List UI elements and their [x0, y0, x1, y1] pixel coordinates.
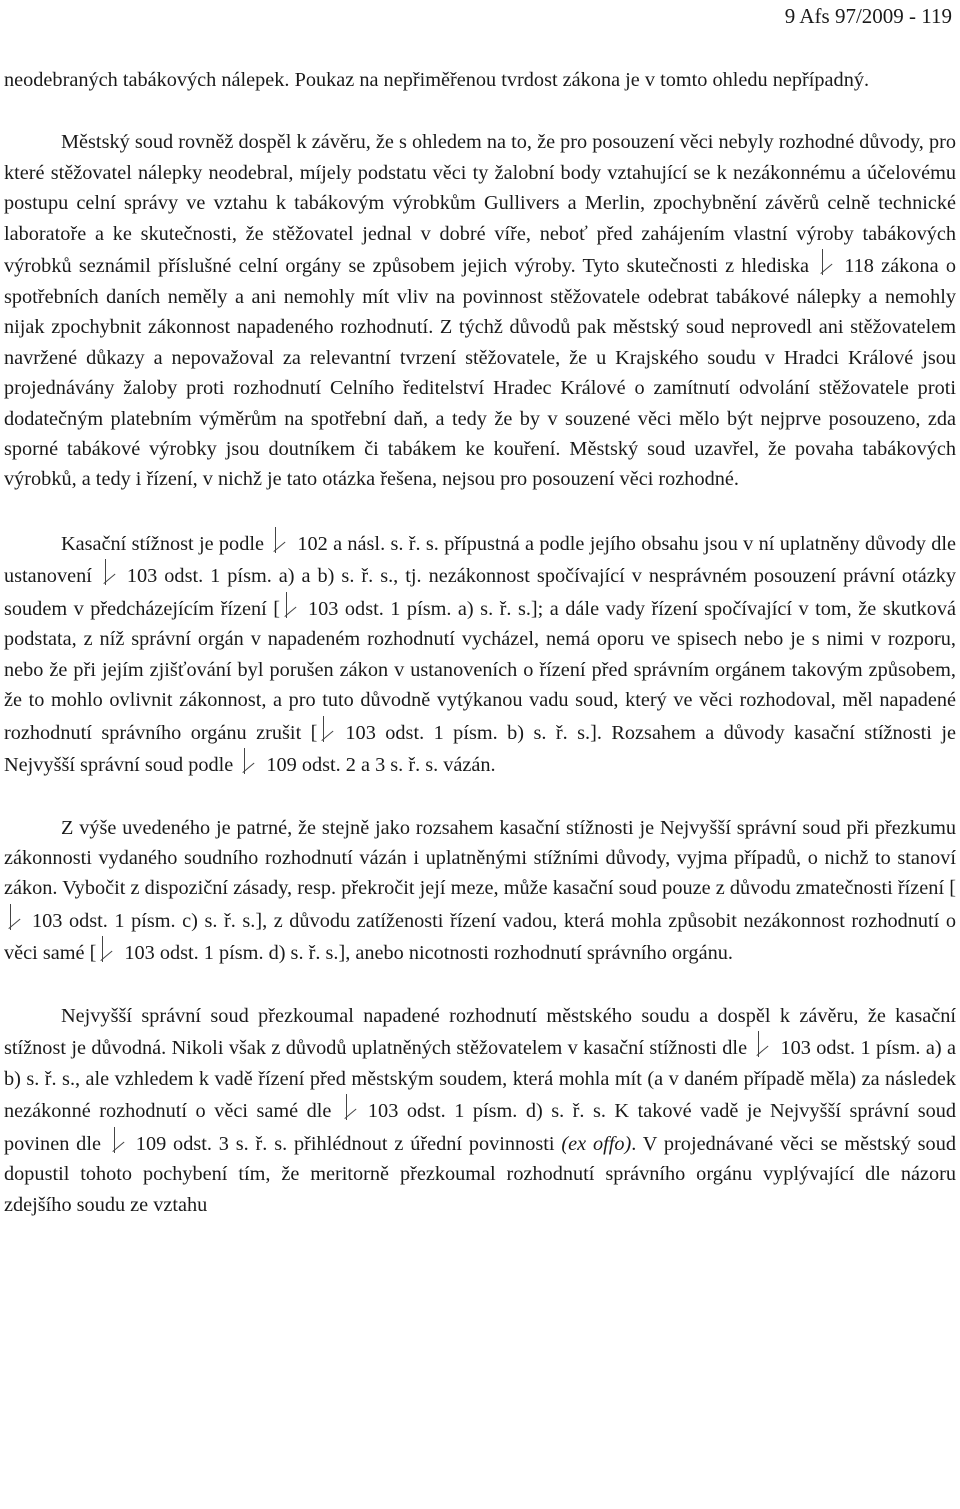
document-body: [4, 65, 956, 1220]
text-run: 103 odst. 1 písm. d) s. ř. s.], anebo nicotnosti rozhodnutí správního orgánu.: [124, 942, 733, 965]
case-reference: 9 Afs 97/2009 - 119: [784, 4, 952, 28]
text-run: Z výše uvedeného je patrné, že stejně jako rozsahem kasační stížnosti je Nejvyšší správní soud při přezkumu zákonnosti vydaného soudního rozhodnutí vázán i uplatněnými stížními důvody, vyjma případů, o nichž to stanoví zákon. Vybočit z dispoziční zásady, resp. překročit její meze, může kasační soud pouze z důvodu zmatečnosti řízení [: [4, 816, 956, 900]
section-mark-icon: [10, 904, 24, 930]
italic-text: (ex offo): [561, 1132, 632, 1155]
text-run: 103 odst. 1 písm. a) a b) s. ř. s., tj. nezákonnost spočívající v nesprávném posouzení právní otázky soudem v předcházejícím řízení [: [4, 565, 956, 620]
text-run: 103 odst. 1 písm. a) s. ř. s.]; a dále vady řízení spočívající v tom, že skutková podstata, z níž správní orgán v napadeném rozhodnutí vycházel, nemá oporu ve spisech nebo je s nimi v rozporu, nebo že při jejím zjišťování byl porušen zákon v ustanoveních o řízení před správním orgánem takovým způsobem, že to mohlo ovlivnit zákonnost, a pro tuto důvodně vytýkanou vadu soud, který ve věci rozhodoval, měl napadené rozhodnutí správního orgánu zrušit [: [4, 597, 956, 744]
text-run: neodebraných tabákových nálepek. Poukaz na nepřiměřenou tvrdost zákona je v tomto ohledu nepřípadný.: [4, 69, 870, 91]
text-run: 103 odst. 1 písm. a) a b) s. ř. s., ale vzhledem k vadě řízení před městským soudem, která mohla mít (a v daném případě měla) za následek nezákonné rozhodnutí o věci samé dle: [4, 1037, 956, 1123]
text-run: Nejvyšší správní soud přezkoumal napadené rozhodnutí městského soudu a dospěl k závěru, že kasační stížnost je důvodná. Nikoli však z důvodů uplatněných stěžovatelem v kasační stížnosti dle: [4, 1004, 956, 1060]
section-mark-icon: [244, 748, 258, 774]
section-mark-icon: [105, 559, 119, 585]
text-run: . V projednávané věci se městský soud dopustil tohoto pochybení tím, že meritorně přezkoumal rozhodnutí správního orgánu vyplývající dle názoru zdejšího soudu ze vztahu: [4, 1132, 956, 1216]
text-run: 102 a násl. s. ř. s. přípustná a podle jejího obsahu jsou v ní uplatněny důvody dle ustanovení: [4, 532, 956, 588]
section-mark-icon: [323, 716, 337, 742]
paragraph: [4, 813, 956, 969]
text-run: 103 odst. 1 písm. c) s. ř. s.], z důvodu zatíženosti řízení vadou, která mohla způsobit nezákonnost rozhodnutí o věci samé [: [4, 909, 956, 965]
text-run: Kasační stížnost je podle: [61, 532, 270, 555]
section-mark-icon: [758, 1031, 772, 1057]
section-mark-icon: [102, 936, 116, 962]
text-run: 109 odst. 2 a 3 s. ř. s. vázán.: [266, 754, 496, 777]
text-run: 118 zákona o spotřebních daních neměly a ani nemohly mít vliv na povinnost stěžovatele odebrat tabákové nálepky a nemohly nijak zpochybnit zákonnost napadeného rozhodnutí. Z týchž důvodů pak městský soud neprovedl ani stěžovatelem navržené důkazy a nepovažoval za relevantní tvrzení stěžovatele, že u Krajského soudu v Hradci Králové jsou projednávány žaloby proti rozhodnutí Celního ředitelství Hradec Králové o zamítnutí odvolání stěžovatele proti dodatečným platebním výměrům na spotřební daň, a tedy že by v souzené věci mělo být nejprve posouzeno, zda sporné tabákové výrobky jsou doutníkem či tabákem ke kouření. Městský soud uzavřel, že povaha tabákových výrobků, a tedy i řízení, v nichž je tato otázka řešena, nejsou pro posouzení věci rozhodné.: [4, 255, 956, 491]
paragraph: [4, 127, 956, 494]
paragraph: [4, 1001, 956, 1220]
paragraph: [4, 527, 956, 781]
text-run: 103 odst. 1 písm. b) s. ř. s.]. Rozsahem a důvody kasační stížnosti je Nejvyšší správní soud podle: [4, 721, 956, 777]
paragraph: [4, 65, 956, 95]
text-run: 109 odst. 3 s. ř. s. přihlédnout z úřední povinnosti: [135, 1132, 562, 1155]
section-mark-icon: [114, 1127, 128, 1153]
section-mark-icon: [275, 527, 289, 553]
text-run: Městský soud rovněž dospěl k závěru, že s ohledem na to, že pro posouzení věci nebyly rozhodné důvody, pro které stěžovatel nálepky neodebral, míjely podstatu věci ty žalobní body vztahující se k nezákonnému a účelovému postupu celní správy ve vztahu k tabákovým výrobkům Gullivers a Merlin, zpochybnění závěrů celně technické laboratoře a ke skutečnosti, že stěžovatel jednal v dobré víře, neboť před zahájením vlastní výroby tabákových výrobků seznámil příslušné celní orgány se způsobem jejich výroby. Tyto skutečnosti z hlediska: [4, 131, 956, 278]
section-mark-icon: [822, 249, 836, 275]
text-run: 103 odst. 1 písm. d) s. ř. s. K takové vadě je Nejvyšší správní soud povinen dle: [4, 1100, 957, 1155]
section-mark-icon: [286, 592, 300, 618]
section-mark-icon: [346, 1094, 360, 1120]
